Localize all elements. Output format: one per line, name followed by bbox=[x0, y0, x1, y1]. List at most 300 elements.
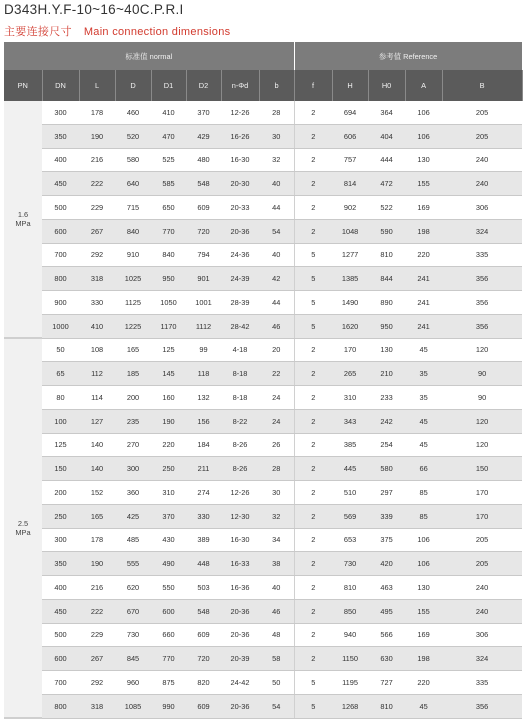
cell-n-d: 16-30 bbox=[221, 528, 259, 552]
cell-d: 620 bbox=[115, 576, 151, 600]
cell-b: 38 bbox=[259, 552, 294, 576]
cell-n-d: 4-18 bbox=[221, 338, 259, 362]
cell-dn: 700 bbox=[42, 243, 79, 267]
cell-h: 265 bbox=[332, 362, 368, 386]
cell-n-d: 8-18 bbox=[221, 362, 259, 386]
cell-b: 150 bbox=[442, 457, 522, 481]
cell-a: 241 bbox=[405, 314, 442, 338]
column-header: n-Φd bbox=[221, 70, 259, 101]
cell-h0: 472 bbox=[368, 172, 405, 196]
cell-f: 2 bbox=[294, 528, 332, 552]
table-row bbox=[4, 219, 522, 243]
cell-dn: 900 bbox=[42, 291, 79, 315]
cell-f: 5 bbox=[294, 267, 332, 291]
cell-dn: 300 bbox=[42, 101, 79, 124]
cell-d1: 125 bbox=[151, 338, 186, 362]
cell-h0: 727 bbox=[368, 671, 405, 695]
cell-n-d: 20-39 bbox=[221, 647, 259, 671]
cell-d: 235 bbox=[115, 409, 151, 433]
cell-l: 112 bbox=[79, 362, 115, 386]
cell-d2: 184 bbox=[186, 433, 221, 457]
cell-b: 28 bbox=[259, 101, 294, 124]
cell-a: 106 bbox=[405, 124, 442, 148]
column-header: B bbox=[442, 70, 522, 101]
cell-h: 1385 bbox=[332, 267, 368, 291]
cell-l: 318 bbox=[79, 267, 115, 291]
cell-d: 960 bbox=[115, 671, 151, 695]
cell-a: 45 bbox=[405, 433, 442, 457]
cell-f: 2 bbox=[294, 101, 332, 124]
cell-dn: 800 bbox=[42, 267, 79, 291]
cell-b: 54 bbox=[259, 219, 294, 243]
cell-h: 1277 bbox=[332, 243, 368, 267]
cell-d2: 548 bbox=[186, 172, 221, 196]
cell-a: 35 bbox=[405, 386, 442, 410]
cell-n-d: 16-30 bbox=[221, 148, 259, 172]
group-header-reference: 参考值 Reference bbox=[294, 42, 522, 70]
cell-b: 90 bbox=[442, 386, 522, 410]
cell-d: 270 bbox=[115, 433, 151, 457]
cell-d2: 901 bbox=[186, 267, 221, 291]
cell-b: 44 bbox=[259, 196, 294, 220]
table-body bbox=[4, 101, 522, 718]
cell-l: 267 bbox=[79, 647, 115, 671]
group-header-row bbox=[4, 42, 522, 70]
cell-n-d: 24-42 bbox=[221, 671, 259, 695]
cell-d: 200 bbox=[115, 386, 151, 410]
cell-b: 42 bbox=[259, 267, 294, 291]
cell-h: 653 bbox=[332, 528, 368, 552]
cell-d1: 490 bbox=[151, 552, 186, 576]
cell-d: 670 bbox=[115, 599, 151, 623]
column-header: PN bbox=[4, 70, 42, 101]
cell-h0: 375 bbox=[368, 528, 405, 552]
cell-a: 35 bbox=[405, 362, 442, 386]
cell-f: 2 bbox=[294, 362, 332, 386]
cell-dn: 500 bbox=[42, 196, 79, 220]
cell-a: 45 bbox=[405, 409, 442, 433]
table-row bbox=[4, 528, 522, 552]
column-header: D2 bbox=[186, 70, 221, 101]
cell-a: 241 bbox=[405, 291, 442, 315]
cell-b: 356 bbox=[442, 267, 522, 291]
cell-f: 5 bbox=[294, 694, 332, 718]
cell-d1: 585 bbox=[151, 172, 186, 196]
cell-l: 114 bbox=[79, 386, 115, 410]
cell-b: 240 bbox=[442, 148, 522, 172]
cell-d2: 480 bbox=[186, 148, 221, 172]
cell-b: 24 bbox=[259, 409, 294, 433]
cell-b: 20 bbox=[259, 338, 294, 362]
cell-dn: 400 bbox=[42, 576, 79, 600]
cell-h: 902 bbox=[332, 196, 368, 220]
cell-dn: 700 bbox=[42, 671, 79, 695]
cell-h0: 242 bbox=[368, 409, 405, 433]
cell-h0: 444 bbox=[368, 148, 405, 172]
cell-dn: 250 bbox=[42, 504, 79, 528]
cell-d2: 274 bbox=[186, 481, 221, 505]
cell-h: 1150 bbox=[332, 647, 368, 671]
cell-n-d: 12-30 bbox=[221, 504, 259, 528]
cell-n-d: 16-36 bbox=[221, 576, 259, 600]
column-header: A bbox=[405, 70, 442, 101]
cell-d2: 132 bbox=[186, 386, 221, 410]
cell-l: 292 bbox=[79, 243, 115, 267]
table-row bbox=[4, 314, 522, 338]
cell-h: 694 bbox=[332, 101, 368, 124]
cell-f: 2 bbox=[294, 433, 332, 457]
cell-h: 850 bbox=[332, 599, 368, 623]
cell-d1: 470 bbox=[151, 124, 186, 148]
cell-a: 169 bbox=[405, 623, 442, 647]
cell-d1: 410 bbox=[151, 101, 186, 124]
cell-l: 190 bbox=[79, 552, 115, 576]
table-row bbox=[4, 599, 522, 623]
cell-b: 356 bbox=[442, 291, 522, 315]
document-title: D343H.Y.F-10~16~40C.P.R.I bbox=[4, 2, 184, 17]
cell-n-d: 20-30 bbox=[221, 172, 259, 196]
cell-f: 2 bbox=[294, 576, 332, 600]
cell-b: 356 bbox=[442, 314, 522, 338]
cell-f: 2 bbox=[294, 219, 332, 243]
table-row bbox=[4, 623, 522, 647]
cell-d: 1125 bbox=[115, 291, 151, 315]
table-row bbox=[4, 504, 522, 528]
cell-b: 335 bbox=[442, 671, 522, 695]
cell-f: 2 bbox=[294, 599, 332, 623]
column-header: H0 bbox=[368, 70, 405, 101]
cell-h0: 404 bbox=[368, 124, 405, 148]
cell-f: 2 bbox=[294, 409, 332, 433]
cell-d2: 118 bbox=[186, 362, 221, 386]
table-row bbox=[4, 172, 522, 196]
cell-d2: 211 bbox=[186, 457, 221, 481]
cell-f: 2 bbox=[294, 552, 332, 576]
cell-a: 241 bbox=[405, 267, 442, 291]
cell-d: 460 bbox=[115, 101, 151, 124]
cell-d: 425 bbox=[115, 504, 151, 528]
cell-f: 2 bbox=[294, 124, 332, 148]
cell-dn: 600 bbox=[42, 219, 79, 243]
cell-a: 45 bbox=[405, 338, 442, 362]
cell-b: 240 bbox=[442, 172, 522, 196]
cell-a: 130 bbox=[405, 148, 442, 172]
cell-dn: 500 bbox=[42, 623, 79, 647]
cell-h: 1048 bbox=[332, 219, 368, 243]
cell-d: 165 bbox=[115, 338, 151, 362]
cell-dn: 600 bbox=[42, 647, 79, 671]
cell-h0: 566 bbox=[368, 623, 405, 647]
cell-b: 205 bbox=[442, 552, 522, 576]
cell-b: 30 bbox=[259, 124, 294, 148]
cell-l: 178 bbox=[79, 101, 115, 124]
cell-b: 26 bbox=[259, 433, 294, 457]
cell-h0: 254 bbox=[368, 433, 405, 457]
cell-h0: 950 bbox=[368, 314, 405, 338]
table-row bbox=[4, 694, 522, 718]
cell-a: 85 bbox=[405, 504, 442, 528]
cell-a: 66 bbox=[405, 457, 442, 481]
cell-f: 2 bbox=[294, 386, 332, 410]
cell-n-d: 16-26 bbox=[221, 124, 259, 148]
cell-h: 385 bbox=[332, 433, 368, 457]
cell-d: 300 bbox=[115, 457, 151, 481]
cell-b: 306 bbox=[442, 623, 522, 647]
cell-h0: 210 bbox=[368, 362, 405, 386]
cell-h: 940 bbox=[332, 623, 368, 647]
group-header-normal: 标准值 normal bbox=[4, 42, 294, 70]
cell-n-d: 12-26 bbox=[221, 101, 259, 124]
cell-h: 757 bbox=[332, 148, 368, 172]
cell-d: 845 bbox=[115, 647, 151, 671]
cell-l: 190 bbox=[79, 124, 115, 148]
cell-d2: 548 bbox=[186, 599, 221, 623]
cell-b: 58 bbox=[259, 647, 294, 671]
cell-h: 170 bbox=[332, 338, 368, 362]
cell-b: 32 bbox=[259, 148, 294, 172]
column-header: f bbox=[294, 70, 332, 101]
cell-dn: 100 bbox=[42, 409, 79, 433]
cell-b: 30 bbox=[259, 481, 294, 505]
subtitle-english: Main connection dimensions bbox=[83, 26, 231, 38]
cell-n-d: 24-39 bbox=[221, 267, 259, 291]
cell-d2: 794 bbox=[186, 243, 221, 267]
cell-b: 240 bbox=[442, 599, 522, 623]
cell-d2: 503 bbox=[186, 576, 221, 600]
cell-d1: 145 bbox=[151, 362, 186, 386]
cell-h0: 233 bbox=[368, 386, 405, 410]
cell-d: 1225 bbox=[115, 314, 151, 338]
cell-b: 46 bbox=[259, 599, 294, 623]
cell-d1: 1170 bbox=[151, 314, 186, 338]
cell-d1: 310 bbox=[151, 481, 186, 505]
cell-d: 910 bbox=[115, 243, 151, 267]
cell-l: 216 bbox=[79, 576, 115, 600]
column-header: DN bbox=[42, 70, 79, 101]
table-row bbox=[4, 124, 522, 148]
cell-d1: 1050 bbox=[151, 291, 186, 315]
cell-h0: 339 bbox=[368, 504, 405, 528]
cell-d2: 389 bbox=[186, 528, 221, 552]
cell-h: 445 bbox=[332, 457, 368, 481]
cell-h: 814 bbox=[332, 172, 368, 196]
cell-f: 2 bbox=[294, 148, 332, 172]
cell-d1: 770 bbox=[151, 647, 186, 671]
cell-l: 318 bbox=[79, 694, 115, 718]
cell-d: 580 bbox=[115, 148, 151, 172]
cell-b: 40 bbox=[259, 172, 294, 196]
cell-h: 510 bbox=[332, 481, 368, 505]
cell-f: 2 bbox=[294, 172, 332, 196]
table-row bbox=[4, 243, 522, 267]
cell-b: 324 bbox=[442, 647, 522, 671]
cell-h: 606 bbox=[332, 124, 368, 148]
table-row bbox=[4, 338, 522, 362]
cell-h: 343 bbox=[332, 409, 368, 433]
cell-dn: 125 bbox=[42, 433, 79, 457]
cell-b: 34 bbox=[259, 528, 294, 552]
cell-d1: 990 bbox=[151, 694, 186, 718]
cell-n-d: 24-36 bbox=[221, 243, 259, 267]
cell-a: 106 bbox=[405, 528, 442, 552]
cell-b: 205 bbox=[442, 528, 522, 552]
cell-b: 120 bbox=[442, 409, 522, 433]
cell-l: 292 bbox=[79, 671, 115, 695]
cell-h0: 522 bbox=[368, 196, 405, 220]
cell-b: 170 bbox=[442, 504, 522, 528]
cell-dn: 350 bbox=[42, 124, 79, 148]
cell-b: 90 bbox=[442, 362, 522, 386]
cell-dn: 200 bbox=[42, 481, 79, 505]
subtitle bbox=[4, 23, 230, 39]
cell-f: 2 bbox=[294, 623, 332, 647]
cell-n-d: 12-26 bbox=[221, 481, 259, 505]
cell-d2: 156 bbox=[186, 409, 221, 433]
cell-dn: 80 bbox=[42, 386, 79, 410]
cell-a: 169 bbox=[405, 196, 442, 220]
cell-h0: 463 bbox=[368, 576, 405, 600]
cell-dn: 300 bbox=[42, 528, 79, 552]
table-row bbox=[4, 196, 522, 220]
table-row bbox=[4, 647, 522, 671]
cell-a: 220 bbox=[405, 671, 442, 695]
cell-l: 152 bbox=[79, 481, 115, 505]
cell-l: 222 bbox=[79, 599, 115, 623]
cell-b: 44 bbox=[259, 291, 294, 315]
cell-f: 5 bbox=[294, 243, 332, 267]
table-row bbox=[4, 101, 522, 124]
cell-h0: 580 bbox=[368, 457, 405, 481]
cell-l: 178 bbox=[79, 528, 115, 552]
cell-a: 85 bbox=[405, 481, 442, 505]
cell-d1: 220 bbox=[151, 433, 186, 457]
cell-d: 840 bbox=[115, 219, 151, 243]
cell-f: 2 bbox=[294, 196, 332, 220]
cell-d1: 600 bbox=[151, 599, 186, 623]
cell-a: 106 bbox=[405, 101, 442, 124]
cell-a: 198 bbox=[405, 219, 442, 243]
cell-h0: 364 bbox=[368, 101, 405, 124]
cell-b: 240 bbox=[442, 576, 522, 600]
cell-d2: 720 bbox=[186, 219, 221, 243]
cell-b: 120 bbox=[442, 338, 522, 362]
cell-d2: 330 bbox=[186, 504, 221, 528]
cell-d2: 1112 bbox=[186, 314, 221, 338]
cell-d1: 770 bbox=[151, 219, 186, 243]
cell-d1: 370 bbox=[151, 504, 186, 528]
cell-d2: 609 bbox=[186, 196, 221, 220]
cell-f: 2 bbox=[294, 457, 332, 481]
cell-d: 640 bbox=[115, 172, 151, 196]
cell-h0: 420 bbox=[368, 552, 405, 576]
cell-n-d: 8-26 bbox=[221, 457, 259, 481]
cell-d2: 370 bbox=[186, 101, 221, 124]
cell-l: 216 bbox=[79, 148, 115, 172]
cell-a: 198 bbox=[405, 647, 442, 671]
cell-h0: 890 bbox=[368, 291, 405, 315]
cell-d1: 550 bbox=[151, 576, 186, 600]
cell-h: 730 bbox=[332, 552, 368, 576]
cell-b: 46 bbox=[259, 314, 294, 338]
cell-h: 310 bbox=[332, 386, 368, 410]
cell-f: 5 bbox=[294, 291, 332, 315]
cell-n-d: 8-18 bbox=[221, 386, 259, 410]
cell-h: 1490 bbox=[332, 291, 368, 315]
cell-l: 127 bbox=[79, 409, 115, 433]
column-header: H bbox=[332, 70, 368, 101]
cell-b: 205 bbox=[442, 124, 522, 148]
cell-n-d: 16-33 bbox=[221, 552, 259, 576]
cell-d: 485 bbox=[115, 528, 151, 552]
cell-dn: 350 bbox=[42, 552, 79, 576]
cell-a: 155 bbox=[405, 172, 442, 196]
cell-b: 50 bbox=[259, 671, 294, 695]
cell-h0: 810 bbox=[368, 694, 405, 718]
cell-h0: 630 bbox=[368, 647, 405, 671]
cell-b: 40 bbox=[259, 243, 294, 267]
cell-d: 185 bbox=[115, 362, 151, 386]
cell-n-d: 28-42 bbox=[221, 314, 259, 338]
table-row bbox=[4, 433, 522, 457]
cell-d2: 448 bbox=[186, 552, 221, 576]
cell-l: 222 bbox=[79, 172, 115, 196]
cell-b: 28 bbox=[259, 457, 294, 481]
cell-l: 330 bbox=[79, 291, 115, 315]
cell-h0: 810 bbox=[368, 243, 405, 267]
cell-b: 335 bbox=[442, 243, 522, 267]
cell-l: 229 bbox=[79, 623, 115, 647]
cell-h: 810 bbox=[332, 576, 368, 600]
cell-dn: 150 bbox=[42, 457, 79, 481]
cell-l: 108 bbox=[79, 338, 115, 362]
column-header: b bbox=[259, 70, 294, 101]
cell-f: 5 bbox=[294, 314, 332, 338]
cell-f: 5 bbox=[294, 671, 332, 695]
cell-h: 1268 bbox=[332, 694, 368, 718]
cell-d: 1025 bbox=[115, 267, 151, 291]
cell-n-d: 8-22 bbox=[221, 409, 259, 433]
cell-l: 267 bbox=[79, 219, 115, 243]
cell-h: 1195 bbox=[332, 671, 368, 695]
cell-dn: 400 bbox=[42, 148, 79, 172]
table-row bbox=[4, 267, 522, 291]
cell-h0: 844 bbox=[368, 267, 405, 291]
cell-b: 22 bbox=[259, 362, 294, 386]
cell-n-d: 20-33 bbox=[221, 196, 259, 220]
cell-a: 220 bbox=[405, 243, 442, 267]
table-row bbox=[4, 362, 522, 386]
cell-d1: 950 bbox=[151, 267, 186, 291]
column-header: D1 bbox=[151, 70, 186, 101]
table-row bbox=[4, 457, 522, 481]
table-row bbox=[4, 409, 522, 433]
cell-l: 140 bbox=[79, 457, 115, 481]
cell-d1: 190 bbox=[151, 409, 186, 433]
cell-d2: 429 bbox=[186, 124, 221, 148]
cell-n-d: 20-36 bbox=[221, 623, 259, 647]
cell-d: 1085 bbox=[115, 694, 151, 718]
cell-b: 40 bbox=[259, 576, 294, 600]
cell-f: 2 bbox=[294, 481, 332, 505]
cell-d1: 250 bbox=[151, 457, 186, 481]
table-row bbox=[4, 576, 522, 600]
cell-d1: 525 bbox=[151, 148, 186, 172]
cell-dn: 1000 bbox=[42, 314, 79, 338]
cell-d: 730 bbox=[115, 623, 151, 647]
cell-d2: 720 bbox=[186, 647, 221, 671]
cell-a: 155 bbox=[405, 599, 442, 623]
cell-h: 569 bbox=[332, 504, 368, 528]
